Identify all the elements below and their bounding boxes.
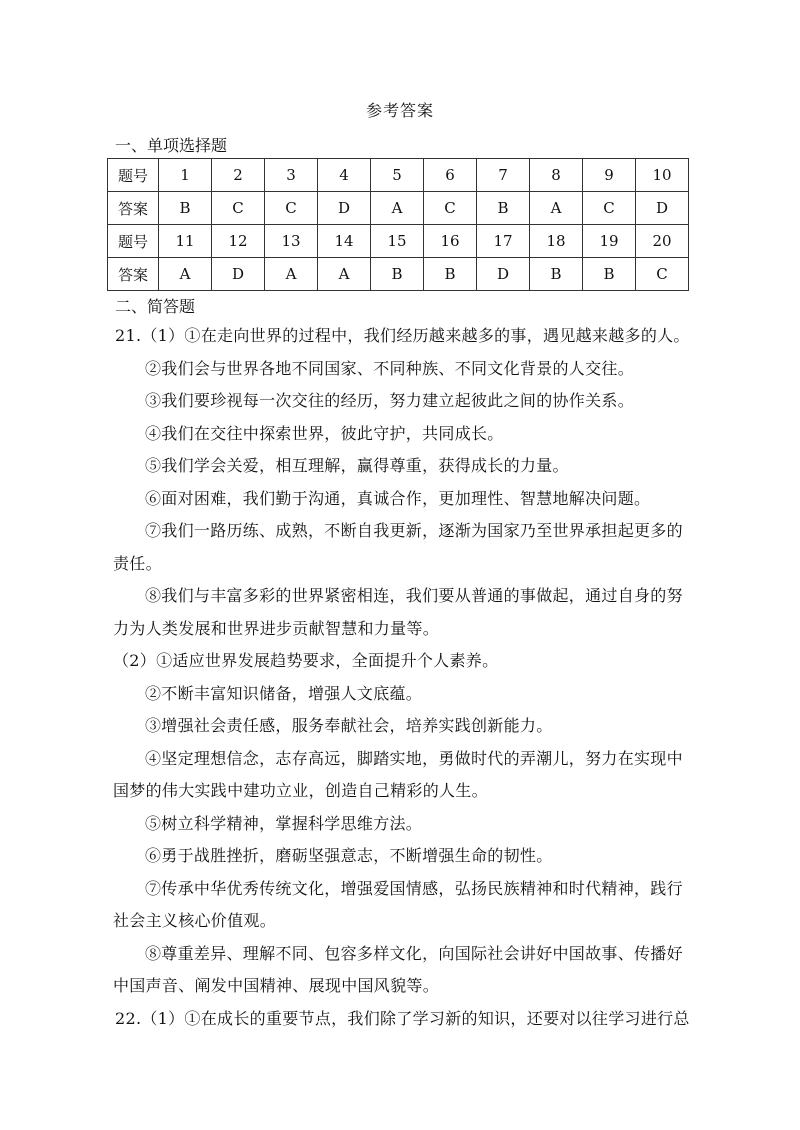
- answer-line: ⑤树立科学精神，掌握科学思维方法。: [145, 814, 423, 833]
- answer-line: 国梦的伟大实践中建功立业，创造自己精彩的人生。: [113, 781, 488, 800]
- answer-line: ⑧我们与丰富多彩的世界紧密相连，我们要从普通的事做起，通过自身的努: [145, 586, 683, 605]
- section-heading-choice: 一、单项选择题: [115, 136, 228, 155]
- table-cell: 6: [424, 159, 477, 192]
- answer-line: 中国声音、阐发中国精神、展现中国风貌等。: [113, 976, 440, 995]
- table-row: [108, 258, 689, 291]
- table-cell: 11: [159, 225, 212, 258]
- table-cell: C: [212, 192, 265, 225]
- answer-line: ⑦传承中华优秀传统文化，增强爱国情感，弘扬民族精神和时代精神，践行: [145, 879, 683, 898]
- table-cell: B: [159, 192, 212, 225]
- answer-line: （2）①适应世界发展趋势要求，全面提升个人素养。: [113, 651, 499, 670]
- answer-line: ④坚定理想信念，志存高远，脚踏实地，勇做时代的弄潮儿，努力在实现中: [145, 749, 683, 768]
- table-cell: 13: [265, 225, 318, 258]
- answer-line: ⑥勇于战胜挫折，磨砺坚强意志，不断增强生命的韧性。: [145, 846, 553, 865]
- answer-line: ⑦我们一路历练、成熟，不断自我更新，逐渐为国家乃至世界承担起更多的: [145, 521, 683, 540]
- row-label: 题号: [108, 225, 159, 258]
- table-cell: B: [424, 258, 477, 291]
- table-cell: 16: [424, 225, 477, 258]
- table-cell: C: [583, 192, 636, 225]
- table-cell: 2: [212, 159, 265, 192]
- table-cell: 8: [530, 159, 583, 192]
- answer-line: ④我们在交往中探索世界，彼此守护，共同成长。: [145, 424, 504, 443]
- table-cell: 9: [583, 159, 636, 192]
- table-cell: 7: [477, 159, 530, 192]
- table-cell: 15: [371, 225, 424, 258]
- answer-line: ⑤我们学会关爱，相互理解，赢得尊重，获得成长的力量。: [145, 456, 569, 475]
- table-cell: 10: [636, 159, 689, 192]
- table-row: [108, 159, 689, 192]
- table-cell: 18: [530, 225, 583, 258]
- answer-line: ⑥面对困难，我们勤于沟通，真诚合作，更加理性、智慧地解决问题。: [145, 489, 651, 508]
- table-row: [108, 192, 689, 225]
- table-cell: D: [636, 192, 689, 225]
- page-title: 参考答案: [365, 101, 434, 120]
- answer-line: ②我们会与世界各地不同国家、不同种族、不同文化背景的人交往。: [145, 359, 635, 378]
- table-cell: A: [371, 192, 424, 225]
- answer-line: 社会主义核心价值观。: [113, 911, 277, 930]
- table-cell: C: [265, 192, 318, 225]
- answer-line: ②不断丰富知识储备，增强人文底蕴。: [145, 684, 423, 703]
- table-cell: 1: [159, 159, 212, 192]
- answer-line: ③增强社会责任感，服务奉献社会，培养实践创新能力。: [145, 716, 553, 735]
- table-cell: D: [318, 192, 371, 225]
- table-cell: C: [636, 258, 689, 291]
- answer-line: 22.（1）①在成长的重要节点，我们除了学习新的知识，还要对以往学习进行总: [115, 1009, 690, 1028]
- row-label: 答案: [108, 192, 159, 225]
- table-cell: C: [424, 192, 477, 225]
- section-heading-short-answer: 二、简答题: [115, 297, 196, 316]
- table-row: [108, 225, 689, 258]
- table-cell: 20: [636, 225, 689, 258]
- table-cell: B: [583, 258, 636, 291]
- table-cell: 3: [265, 159, 318, 192]
- table-cell: D: [212, 258, 265, 291]
- table-cell: A: [159, 258, 212, 291]
- answer-line: ③我们要珍视每一次交往的经历，努力建立起彼此之间的协作关系。: [145, 391, 635, 410]
- answer-line: 21.（1）①在走向世界的过程中，我们经历越来越多的事，遇见越来越多的人。: [115, 326, 690, 345]
- table-cell: 14: [318, 225, 371, 258]
- table-cell: 17: [477, 225, 530, 258]
- table-cell: B: [477, 192, 530, 225]
- table-cell: 19: [583, 225, 636, 258]
- table-cell: 4: [318, 159, 371, 192]
- table-cell: A: [530, 192, 583, 225]
- table-cell: A: [318, 258, 371, 291]
- table-cell: A: [265, 258, 318, 291]
- table-cell: B: [371, 258, 424, 291]
- answer-table: [107, 158, 689, 291]
- answer-line: 责任。: [113, 554, 162, 573]
- answer-line: ⑧尊重差异、理解不同、包容多样文化，向国际社会讲好中国故事、传播好: [145, 944, 683, 963]
- table-cell: B: [530, 258, 583, 291]
- table-cell: 5: [371, 159, 424, 192]
- answer-line: 力为人类发展和世界进步贡献智慧和力量等。: [113, 619, 440, 638]
- table-cell: D: [477, 258, 530, 291]
- row-label: 题号: [108, 159, 159, 192]
- table-cell: 12: [212, 225, 265, 258]
- row-label: 答案: [108, 258, 159, 291]
